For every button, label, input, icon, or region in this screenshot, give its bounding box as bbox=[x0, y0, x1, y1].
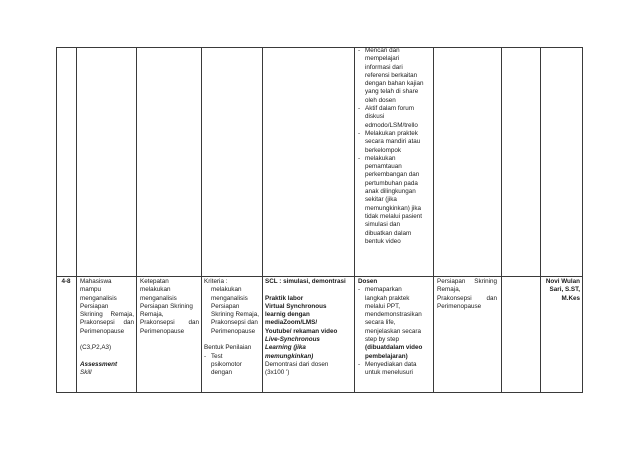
text-line: simulasi dan bbox=[365, 221, 400, 229]
text-line: memungkinkan) jika bbox=[365, 204, 421, 212]
text-line: Prakonsepsi dan bbox=[211, 319, 258, 327]
column-divider bbox=[433, 47, 434, 393]
text-line: - Aktif dalam forum bbox=[358, 105, 431, 113]
text-line: Youtube/ rekaman video bbox=[265, 327, 338, 335]
text-line: Dosen bbox=[358, 278, 378, 285]
column-divider bbox=[262, 47, 263, 393]
text-line: - Test bbox=[204, 353, 260, 361]
text-line: Remaja, bbox=[437, 286, 461, 294]
column-divider bbox=[540, 47, 541, 393]
text-line: Mahasiswa bbox=[80, 278, 112, 285]
text-line: langkah praktek bbox=[365, 294, 410, 302]
text-line: mempelajari bbox=[365, 55, 400, 63]
text-line: secara life, bbox=[365, 319, 396, 327]
text-line: anak dilingkungan bbox=[365, 188, 416, 196]
text-line: - Menyediakan data bbox=[358, 361, 431, 369]
text-line: step by step bbox=[365, 336, 399, 344]
text-line: Demontrasi dari dosen bbox=[265, 360, 329, 368]
table-border-right bbox=[582, 47, 583, 393]
text-line: (3x100 ') bbox=[265, 369, 290, 377]
text-line: Learning (jika bbox=[265, 344, 306, 352]
table-border-top bbox=[56, 47, 583, 48]
column-divider bbox=[354, 47, 355, 393]
text-line: menganalisis bbox=[80, 294, 117, 302]
text-line: melakukan bbox=[140, 286, 171, 294]
indicator-cell bbox=[140, 278, 199, 391]
text-line: menganalisis bbox=[211, 294, 248, 302]
text-line: Persiapan bbox=[211, 302, 240, 310]
text-line: Kriteria : bbox=[204, 278, 228, 285]
study-material-cell bbox=[437, 278, 497, 391]
text-line: Virtual Synchronous bbox=[265, 302, 327, 310]
text-line: pembelajaran) bbox=[365, 352, 408, 360]
text-line: Bentuk Penilaian bbox=[204, 344, 252, 352]
text-line: - Mencari dan bbox=[358, 47, 431, 55]
blank-line bbox=[80, 336, 134, 344]
column-divider bbox=[136, 47, 137, 393]
text-line: melakukan bbox=[211, 286, 242, 294]
text-line: Prakonsepsi dan bbox=[140, 319, 199, 327]
text-line: sekitar (jika bbox=[365, 196, 397, 204]
text-line: Prakonsepsi dan bbox=[80, 319, 134, 327]
text-line: Perimenopause bbox=[437, 302, 482, 310]
text-line: pemamtauan bbox=[365, 163, 402, 171]
text-line: oleh dosen bbox=[365, 96, 396, 104]
text-line: edmodo/LSM/trello bbox=[365, 121, 418, 129]
text-line: Praktik labor bbox=[265, 294, 304, 302]
lecturer-cell bbox=[542, 278, 580, 391]
text-line: Ketepatan bbox=[140, 278, 169, 285]
text-line: melalui PPT, bbox=[365, 302, 400, 310]
text-line: menganalisis bbox=[140, 294, 177, 302]
text-line: informasi dari bbox=[365, 63, 403, 71]
text-line: Skrining Remaja, bbox=[211, 311, 259, 319]
text-line: dengan bbox=[211, 369, 233, 377]
text-line: Prakonsepsi dan bbox=[437, 294, 497, 302]
text-line: (dibuatdalam video bbox=[365, 344, 423, 352]
text-line: SCL : simulasi, demontrasi bbox=[265, 278, 346, 285]
text-line: Skill bbox=[80, 369, 92, 377]
text-line: - memaparkan bbox=[358, 286, 431, 294]
column-divider bbox=[201, 47, 202, 393]
text-line: mampu bbox=[80, 286, 101, 294]
text-line: mediaZoom/LMS/ bbox=[265, 319, 318, 327]
text-line: berkelompok bbox=[365, 146, 402, 154]
text-line: - Melakukan praktek bbox=[358, 130, 431, 138]
text-line: (C3,P2,A3) bbox=[80, 344, 112, 352]
text-line: dibuatkan dalam bbox=[365, 229, 412, 237]
text-line: tidak melalui pasient bbox=[365, 212, 423, 220]
text-line: menjelaskan secara bbox=[365, 327, 422, 335]
table-border-bottom bbox=[56, 392, 583, 393]
top-row-learning-activities bbox=[358, 47, 431, 276]
text-line: Perimenopause bbox=[80, 327, 125, 335]
learning-method-cell bbox=[265, 278, 353, 391]
learning-activity-cell bbox=[358, 278, 431, 391]
learning-outcome-cell bbox=[80, 278, 134, 391]
text-line: Skrining Remaja, bbox=[80, 311, 134, 319]
text-line: memungkinkan) bbox=[265, 352, 314, 360]
text-line: Sari, S.ST, bbox=[549, 286, 580, 294]
text-line: Persiapan bbox=[80, 302, 109, 310]
text-line: Perimenopause bbox=[211, 327, 256, 335]
text-line: psikomotor bbox=[211, 360, 242, 368]
text-line: pertumbuhan pada bbox=[365, 179, 418, 187]
text-line: Remaja, bbox=[140, 311, 164, 319]
text-line: Persiapan Skrining bbox=[437, 278, 497, 285]
text-line: diskusi bbox=[365, 113, 385, 121]
text-line: untuk menelusuri bbox=[365, 369, 413, 377]
text-line: - melakukan bbox=[358, 155, 431, 163]
table-border-left bbox=[56, 47, 57, 393]
text-line: learnig dengan bbox=[265, 311, 310, 319]
text-line: Live-Synchronous bbox=[265, 336, 320, 344]
row-divider bbox=[56, 276, 583, 277]
text-line: referensi berkaitan bbox=[365, 71, 418, 79]
blank-line bbox=[80, 353, 134, 361]
column-divider bbox=[76, 47, 77, 393]
text-line: Assessment bbox=[80, 360, 118, 368]
text-line: yang telah di share bbox=[365, 88, 419, 96]
assessment-criteria-cell bbox=[204, 278, 260, 391]
text-line: Perimenopause bbox=[140, 327, 185, 335]
text-line: dengan bahan kajian bbox=[365, 80, 424, 88]
text-line: mendemonstrasikan bbox=[365, 311, 422, 319]
text-line: Novi Wulan bbox=[545, 278, 580, 285]
text-line: M.Kes bbox=[561, 294, 580, 302]
blank-line bbox=[265, 286, 353, 294]
column-divider bbox=[501, 47, 502, 393]
text-line: perkembangan dan bbox=[365, 171, 420, 179]
text-line: bentuk video bbox=[365, 237, 401, 245]
text-line: Persiapan Skrining bbox=[140, 302, 193, 310]
text-line: secara mandiri atau bbox=[365, 138, 421, 146]
blank-line bbox=[204, 336, 260, 344]
week-number: 4-8 bbox=[61, 278, 71, 285]
